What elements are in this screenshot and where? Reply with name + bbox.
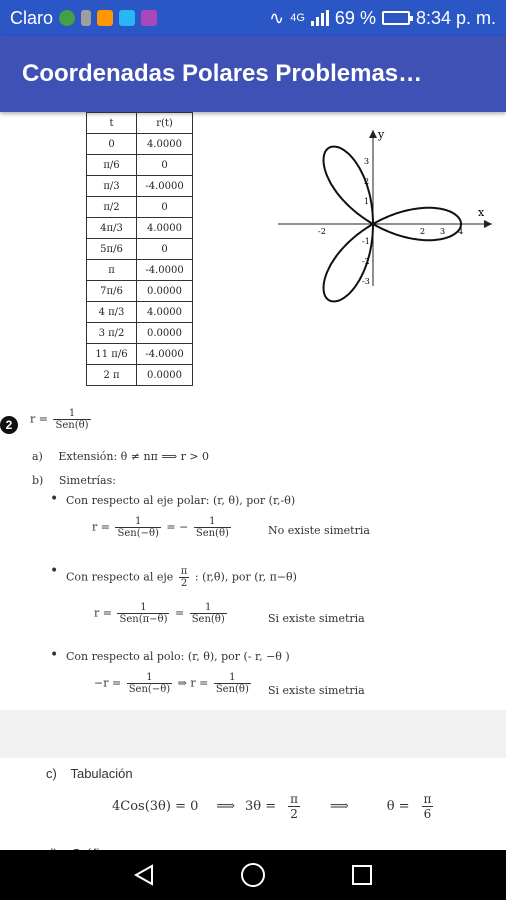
denominator: 2 <box>288 806 300 821</box>
denominator: Sen(−θ) <box>128 684 171 695</box>
table-cell-t: 11 π/6 <box>87 344 137 365</box>
numerator: π <box>180 566 188 577</box>
vpn-icon <box>59 10 75 26</box>
numerator: 1 <box>135 516 142 527</box>
item-c-text: Tabulación <box>70 766 133 781</box>
y-axis-label: y <box>378 128 385 141</box>
table-cell-t: 5π/6 <box>87 239 137 260</box>
item-c <box>46 766 133 781</box>
table-cell-r: -4.0000 <box>137 344 193 365</box>
table-cell-r: -4.0000 <box>137 176 193 197</box>
table-row <box>87 218 193 239</box>
item-a-text: Extensión: θ ≠ nπ ⟹ r > 0 <box>58 450 210 463</box>
fraction <box>422 792 434 821</box>
symmetry-polar-axis-equation <box>92 516 233 539</box>
table-cell-t: t <box>87 113 137 134</box>
item-b-text: Simetrías: <box>58 474 116 487</box>
app-bar <box>0 36 506 112</box>
equation-left: 4Cos(3θ) = 0 <box>112 799 199 814</box>
table-cell-r: 0.0000 <box>137 365 193 386</box>
table-cell-r: 0 <box>137 239 193 260</box>
polar-rose-graph <box>278 126 498 286</box>
operator: = − <box>166 520 189 534</box>
network-type: 4G <box>290 11 305 24</box>
table-cell-t: 4 π/3 <box>87 302 137 323</box>
y-tick: 1 <box>364 197 370 206</box>
symmetry-result: No existe simetria <box>268 524 370 537</box>
status-bar <box>0 0 506 36</box>
denominator: Sen(θ) <box>195 528 229 539</box>
numerator: 1 <box>205 602 212 613</box>
battery-icon <box>382 11 410 25</box>
numerator: 1 <box>146 672 153 683</box>
table-row <box>87 281 193 302</box>
x-tick: 2 <box>420 227 426 236</box>
table-cell-t: 4π/3 <box>87 218 137 239</box>
document-page <box>0 112 506 712</box>
table-cell-r: -4.0000 <box>137 260 193 281</box>
fraction <box>127 672 172 695</box>
denominator: Sen(θ) <box>55 420 89 431</box>
table-cell-t: π/3 <box>87 176 137 197</box>
equation-mid: 3θ = <box>245 799 277 814</box>
home-button[interactable] <box>233 855 273 895</box>
fraction <box>115 516 160 539</box>
item-b-label: b) <box>32 474 44 487</box>
symmetry-axis-pi-2-title <box>66 566 297 589</box>
y-tick: 2 <box>364 177 370 186</box>
table-cell-r: 4.0000 <box>137 218 193 239</box>
operator: ⇒ r = <box>177 676 209 690</box>
table-cell-r: 4.0000 <box>137 134 193 155</box>
back-triangle-icon <box>132 863 156 887</box>
table-row <box>87 134 193 155</box>
table-cell-t: π/6 <box>87 155 137 176</box>
numerator: π <box>290 792 299 806</box>
x-axis-label: x <box>478 206 485 219</box>
numerator: 1 <box>68 408 76 419</box>
clock: 8:34 p. m. <box>415 7 496 28</box>
fraction <box>190 602 227 625</box>
x-tick: 4 <box>458 227 464 236</box>
table-cell-r: 4.0000 <box>137 302 193 323</box>
item-a <box>32 450 209 463</box>
item-c-label: c) <box>46 766 57 781</box>
r-label: r = <box>30 412 48 426</box>
symmetry-result: Si existe simetria <box>268 684 365 697</box>
x-tick: 3 <box>440 227 446 236</box>
table-row <box>87 176 193 197</box>
sim-icon <box>81 10 91 26</box>
x-tick: -2 <box>318 227 326 236</box>
symmetry-axis-pi-2-equation <box>94 602 229 625</box>
tabulation-equation <box>112 792 435 821</box>
denominator: Sen(θ) <box>191 614 225 625</box>
symmetry-polar-axis-title: • Con respecto al eje polar: (r, θ), por (r,-θ) <box>66 494 295 507</box>
document-page-2 <box>0 758 506 858</box>
table-cell-r: 0.0000 <box>137 281 193 302</box>
implies-arrow: ⟹ <box>330 799 349 814</box>
table-cell-t: π <box>87 260 137 281</box>
numerator: 1 <box>140 602 147 613</box>
gallery-icon <box>141 10 157 26</box>
table-cell-t: 2 π <box>87 365 137 386</box>
denominator: Sen(π−θ) <box>119 614 168 625</box>
fraction <box>214 672 251 695</box>
numerator: π <box>423 792 432 806</box>
table-row <box>87 113 193 134</box>
table-row <box>87 302 193 323</box>
fraction <box>53 408 90 431</box>
app-title: Coordenadas Polares Problemas… <box>22 60 423 87</box>
lhs: −r = <box>94 676 122 690</box>
y-tick: -1 <box>362 237 370 246</box>
table-cell-t: 0 <box>87 134 137 155</box>
item-a-label: a) <box>32 450 43 463</box>
table-row <box>87 323 193 344</box>
lhs: r = <box>94 606 112 620</box>
table-row <box>87 239 193 260</box>
table-row <box>87 260 193 281</box>
fraction <box>288 792 300 821</box>
implies-arrow: ⟹ <box>216 799 236 814</box>
message-icon <box>119 10 135 26</box>
table-cell-r: 0.0000 <box>137 323 193 344</box>
hotspot-icon: ∿ <box>269 7 285 28</box>
fraction <box>117 602 169 625</box>
symmetry-pole-equation <box>94 672 253 695</box>
denominator: 6 <box>422 806 434 821</box>
fraction <box>194 516 231 539</box>
navigation-bar <box>0 850 506 900</box>
carrier-name: Claro <box>10 7 54 28</box>
lhs: r = <box>92 520 110 534</box>
table-cell-t: 3 π/2 <box>87 323 137 344</box>
page-separator <box>0 710 506 758</box>
table-cell-r: 0 <box>137 155 193 176</box>
denominator: 2 <box>179 577 190 589</box>
back-button[interactable] <box>124 855 164 895</box>
title-suffix: : (r,θ), por (r, π−θ) <box>194 570 297 584</box>
y-tick: -3 <box>362 277 370 286</box>
numerator: 1 <box>209 516 216 527</box>
y-tick: -2 <box>362 257 370 266</box>
recents-square-icon <box>350 863 374 887</box>
numerator: 1 <box>229 672 236 683</box>
equation-right: θ = <box>386 799 410 814</box>
table-cell-r: 0 <box>137 197 193 218</box>
table-row <box>87 197 193 218</box>
recents-button[interactable] <box>342 855 382 895</box>
table-cell-t: 7π/6 <box>87 281 137 302</box>
table-cell-t: π/2 <box>87 197 137 218</box>
document-viewer[interactable] <box>0 112 506 850</box>
notification-app-icon <box>97 10 113 26</box>
home-circle-icon <box>240 862 266 888</box>
fraction <box>179 566 190 589</box>
item-b <box>32 474 116 487</box>
table-row <box>87 344 193 365</box>
symmetry-pole-title: • Con respecto al polo: (r, θ), por (- r, −θ ) <box>66 650 290 663</box>
operator: = <box>174 606 185 620</box>
battery-percent: 69 % <box>334 7 376 28</box>
denominator: Sen(θ) <box>215 684 249 695</box>
problem-equation <box>30 408 93 431</box>
table-row <box>87 155 193 176</box>
table-row <box>87 365 193 386</box>
y-tick: 3 <box>364 157 370 166</box>
denominator: Sen(−θ) <box>117 528 159 539</box>
title-prefix: Con respecto al eje <box>66 570 174 584</box>
table-cell-r: r(t) <box>137 113 193 134</box>
signal-icon <box>311 10 329 26</box>
values-table <box>86 112 193 386</box>
symmetry-result: Si existe simetria <box>268 612 365 625</box>
problem-number-badge: 2 <box>0 416 18 434</box>
